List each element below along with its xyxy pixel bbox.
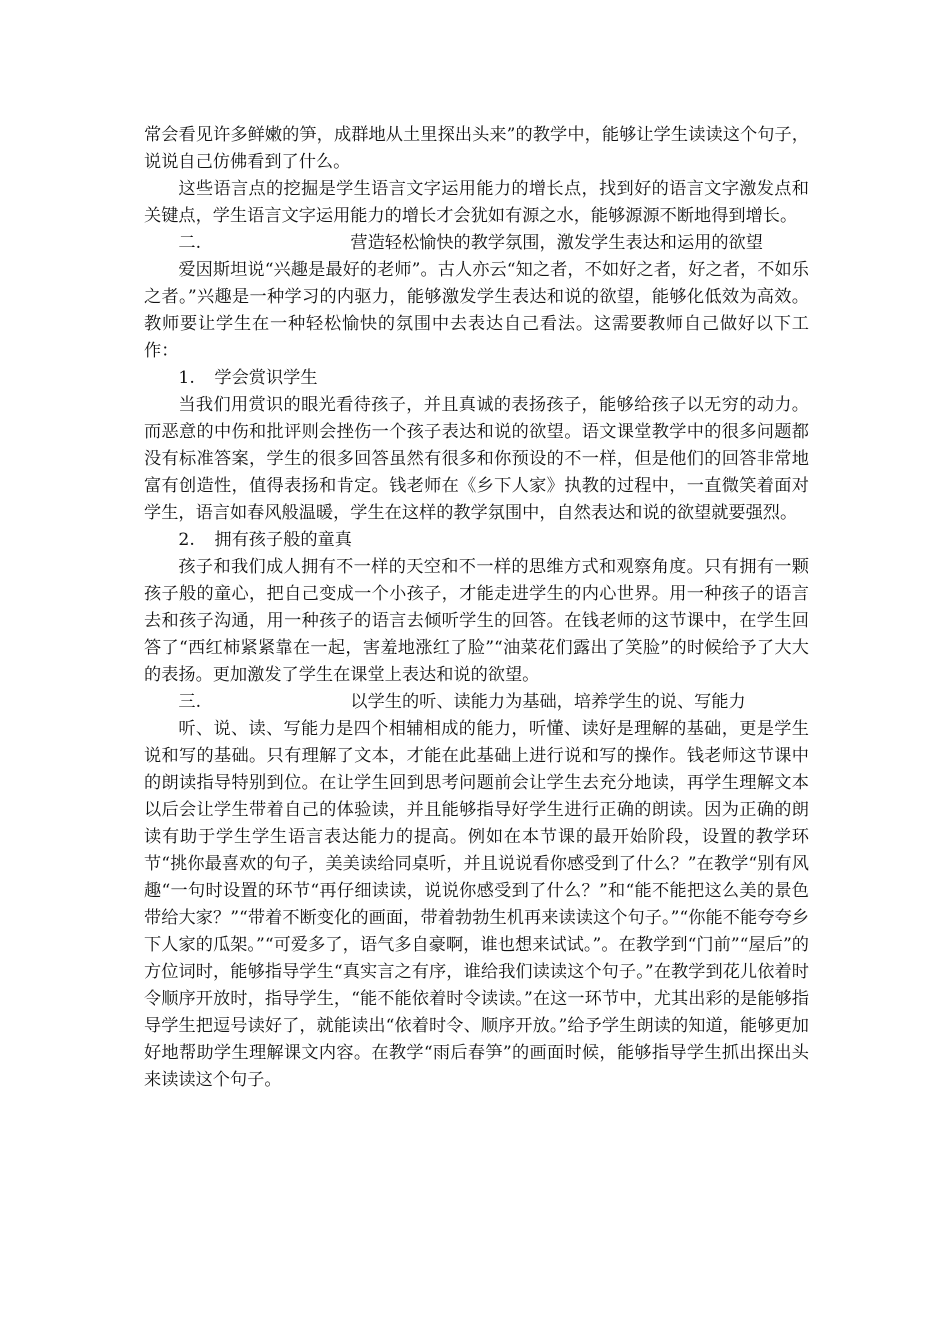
subsection-title: 拥有孩子般的童真 xyxy=(214,530,352,550)
paragraph-continuation: 常会看见许多鲜嫩的笋，成群地从土里探出头来”的教学中，能够让学生读读这个句子，说说自己仿佛看到了什么。 xyxy=(144,125,809,172)
section-number: 三. xyxy=(178,692,202,712)
subsection-title: 学会赏识学生 xyxy=(214,368,318,388)
section-heading-3 xyxy=(144,689,809,716)
subsection-number: 2. xyxy=(178,530,195,550)
subsection-heading-2 xyxy=(144,527,809,554)
paragraph-appreciation: 当我们用赏识的眼光看待孩子，并且真诚的表扬孩子，能够给孩子以无穷的动力。而恶意的中伤和批评则会挫伤一个孩子表达和说的欲望。语文课堂教学中的很多问题都没有标准答案，学生的很多回答虽然有很多和你预设的不一样，但是他们的回答非常地富有创造性，值得表扬和肯定。钱老师在《乡下人家》执教的过程中，一直微笑着面对学生，语言如春风般温暖，学生在这样的教学氛围中，自然表达和说的欲望就要强烈。 xyxy=(144,395,809,523)
document-body xyxy=(144,122,809,1094)
subsection-heading-1 xyxy=(144,365,809,392)
section-title: 营造轻松愉快的教学氛围，激发学生表达和运用的欲望 xyxy=(350,233,763,253)
paragraph-language-points: 这些语言点的挖掘是学生语言文字运用能力的增长点，找到好的语言文字激发点和关键点，学生语言文字运用能力的增长才会犹如有源之水，能够源源不断地得到增长。 xyxy=(144,179,809,226)
subsection-number: 1. xyxy=(178,368,195,388)
section-title: 以学生的听、读能力为基础，培养学生的说、写能力 xyxy=(350,692,746,712)
paragraph-interest: 爱因斯坦说“兴趣是最好的老师”。古人亦云“知之者，不如好之者，好之者，不如乐之者。”兴趣是一种学习的内驱力，能够激发学生表达和说的欲望，能够化低效为高效。教师要让学生在一种轻松愉快的氛围中去表达自己看法。这需要教师自己做好以下工作： xyxy=(144,260,809,361)
paragraph-reading-guidance: 听、说、读、写能力是四个相辅相成的能力，听懂、读好是理解的基础，更是学生说和写的基础。只有理解了文本，才能在此基础上进行说和写的操作。钱老师这节课中的朗读指导特别到位。在让学生回到思考问题前会让学生去充分地读，再学生理解文本以后会让学生带着自己的体验读，并且能够指导好学生进行正确的朗读。因为正确的朗读有助于学生学生语言表达能力的提高。例如在本节课的最开始阶段，设置的教学环节“挑你最喜欢的句子，美美读给同桌听，并且说说看你感受到了什么？”在教学“别有风趣“一句时设置的环节“再仔细读读，说说你感受到了什么？”和“能不能把这么美的景色带给大家？”“带着不断变化的画面，带着勃勃生机再来读读这个句子。”“你能不能夸夸乡下人家的瓜架。”“可爱多了，语气多自豪啊，谁也想来试试。”。在教学到“门前”“屋后”的方位词时，能够指导学生“真实言之有序，谁给我们读读这个句子。”在教学到花儿依着时令顺序开放时，指导学生，“能不能依着时令读读。”在这一环节中，尤其出彩的是能够指导学生把逗号读好了，就能读出“依着时令、顺序开放。”给予学生朗读的知道，能够更加好地帮助学生理解课文内容。在教学“雨后春笋”的画面时候，能够指导学生抓出探出头来读读这个句子。 xyxy=(144,719,809,1090)
section-heading-2 xyxy=(144,230,809,257)
paragraph-childlike: 孩子和我们成人拥有不一样的天空和不一样的思维方式和观察角度。只有拥有一颗孩子般的童心，把自己变成一个小孩子，才能走进学生的内心世界。用一种孩子的语言去和孩子沟通，用一种孩子的语言去倾听学生的回答。在钱老师的这节课中，在学生回答了“西红柿紧紧靠在一起，害羞地涨红了脸”“油菜花们露出了笑脸”的时候给予了大大的表扬。更加激发了学生在课堂上表达和说的欲望。 xyxy=(144,557,809,685)
section-number: 二. xyxy=(178,233,202,253)
